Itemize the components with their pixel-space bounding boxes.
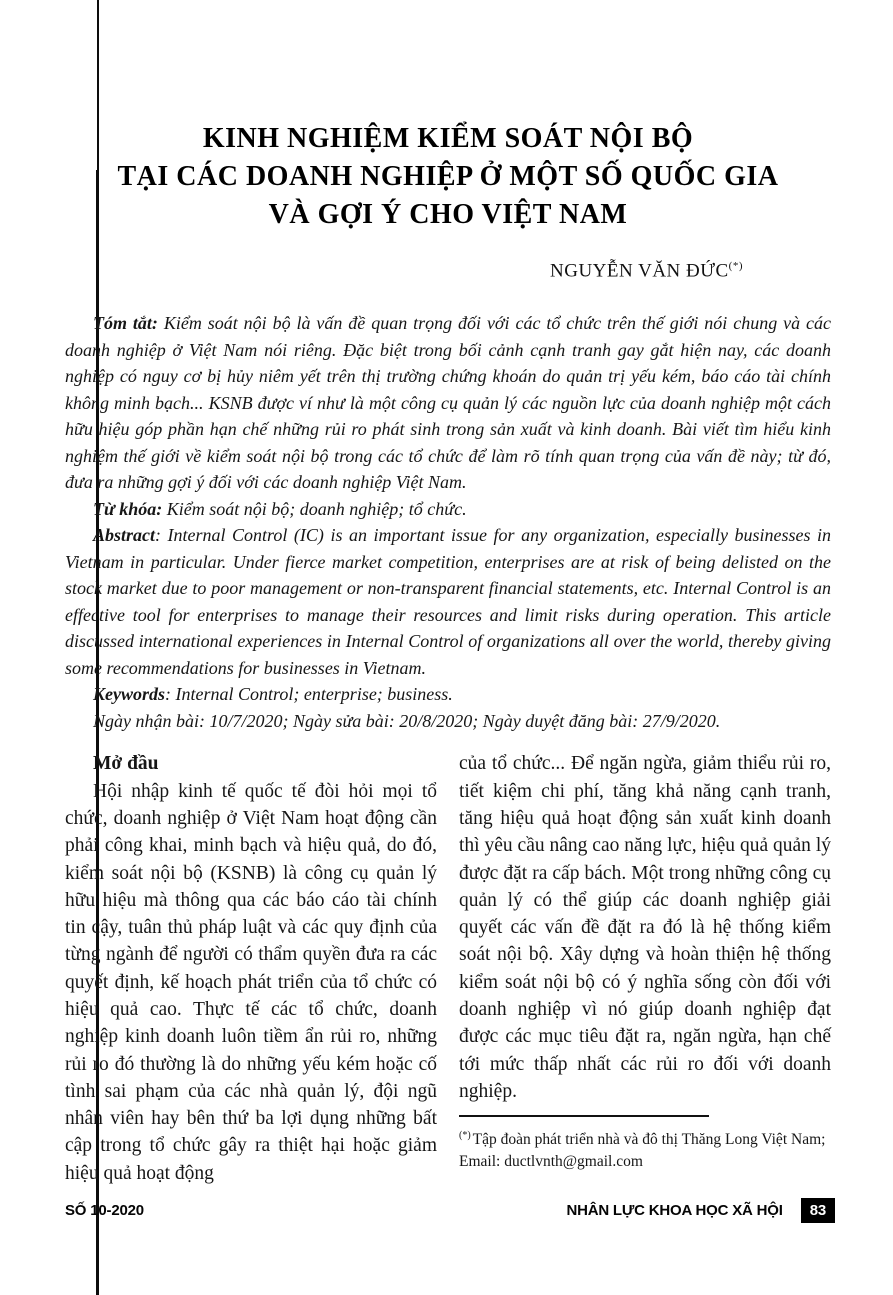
footnote-rule xyxy=(459,1115,709,1117)
footnote-text: Tập đoàn phát triển nhà và đô thị Thăng Long Việt Nam; Email: ductlvnth@gmail.com xyxy=(459,1131,826,1171)
keywords-en-text: : Internal Control; enterprise; business. xyxy=(165,684,453,705)
article-title-line-2: TẠI CÁC DOANH NGHIỆP Ở MỘT SỐ QUỐC GIA xyxy=(117,161,779,192)
author-footnote-marker: (*) xyxy=(728,260,743,272)
section-heading: Mở đầu xyxy=(93,753,159,775)
front-matter xyxy=(65,310,831,734)
abstract-vi-label: Tóm tắt: xyxy=(93,313,158,334)
keywords-vi-label: Từ khóa: xyxy=(93,498,163,519)
footer-right-group xyxy=(566,1198,835,1223)
keywords-vi-text: Kiểm soát nội bộ; doanh nghiệp; tổ chức. xyxy=(166,498,467,519)
page-content xyxy=(65,0,831,1187)
abstract-en-label: Abstract xyxy=(93,525,156,546)
article-title xyxy=(65,120,831,234)
footnote-text-line xyxy=(459,1125,831,1173)
footer-issue: SỐ 10-2020 xyxy=(65,1202,144,1219)
keywords-en-label: Keywords xyxy=(93,684,165,705)
author-line xyxy=(65,260,831,282)
abstract-en-text: : Internal Control (IC) is an important issue for any organization, especially businesses in Vietnam in particular. Under fierce market competition, enterprises are at risk of being delisted on the stock market due to poor management or non-transparent financial statements, etc. Internal Control is an effective tool for enterprises to manage their resources and limit risks during operation. This article discussed international experiences in Internal Control of organizations all over the world, thereby giving some recommendations for businesses in Vietnam. xyxy=(65,525,831,678)
abstract-vi-text: Kiểm soát nội bộ là vấn đề quan trọng đối với các tổ chức trên thế giới nói chung và các doanh nghiệp ở Việt Nam nói riêng. Đặc biệt trong bối cảnh cạnh tranh gay gắt hiện nay, các doanh nghiệp có nguy cơ bị hủy niêm yết trên thị trường chứng khoán do quản trị yếu kém, báo cáo tài chính không minh bạch... KSNB được ví như là một công cụ quản lý các nguồn lực của doanh nghiệp một cách hữu hiệu góp phần hạn chế những rủi ro phát sinh trong sản xuất và kinh doanh. Bài viết tìm hiểu kinh nghiệm thế giới về kiểm soát nội bộ trong các tổ chức để làm rõ tính quan trọng của vấn đề này; từ đó, đưa ra những gợi ý đối với các doanh nghiệp Việt Nam. xyxy=(65,313,831,493)
keywords-en-line xyxy=(65,681,831,708)
footer-journal-name: NHÂN LỰC KHOA HỌC XÃ HỘI xyxy=(566,1202,783,1219)
right-column xyxy=(459,750,831,1187)
article-title-line-3: VÀ GỢI Ý CHO VIỆT NAM xyxy=(268,199,628,230)
abstract-vi-paragraph xyxy=(65,310,831,496)
keywords-vi-line xyxy=(65,496,831,523)
right-column-paragraph: của tổ chức... Để ngăn ngừa, giảm thiểu rủi ro, tiết kiệm chi phí, tăng khả năng cạnh tranh, tăng hiệu quả hoạt động sản xuất kinh doanh thì yêu cầu nâng cao năng lực, hiệu quả quản lý được đặt ra cấp bách. Một trong những công cụ quản lý có thể giúp các doanh nghiệp giải quyết các vấn đề đặt ra đó là hệ thống kiểm soát nội bộ. Xây dựng và hoàn thiện hệ thống kiểm soát nội bộ có ý nghĩa sống còn đối với doanh nghiệp vì nó giúp doanh nghiệp đạt được các mục tiêu đặt ra, ngăn ngừa, hạn chế tới mức thấp nhất các rủi ro đối với doanh nghiệp. xyxy=(459,753,831,1102)
left-column-paragraph: Hội nhập kinh tế quốc tế đòi hỏi mọi tổ chức, doanh nghiệp ở Việt Nam hoạt động cần phải công khai, minh bạch và hiệu quả, do đó, kiểm soát nội bộ (KSNB) là công cụ quản lý hữu hiệu mà thông qua các báo cáo tài chính tin cậy, tuân thủ pháp luật và các quy định của từng ngành để người có thẩm quyền đưa ra các quyết định, kế hoạch phát triển của tổ chức có hiệu quả cao. Thực tế các tổ chức, doanh nghiệp kinh doanh luôn tiềm ẩn rủi ro, những rủi ro đó thường là do những yếu kém hoặc cố tình sai phạm của các nhà quản lý, đội ngũ nhân viên hay bên thứ ba lợi dụng những bất cập trong tổ chức gây ra thiệt hại hoặc giảm hiệu quả hoạt động xyxy=(65,780,437,1184)
footnote-block xyxy=(459,1115,831,1173)
body-columns xyxy=(65,750,831,1187)
article-title-line-1: KINH NGHIỆM KIỂM SOÁT NỘI BỘ xyxy=(202,123,694,154)
author-name: NGUYỄN VĂN ĐỨC xyxy=(550,260,729,282)
footnote-marker: (*) xyxy=(459,1130,471,1142)
page-footer xyxy=(65,1198,835,1223)
article-dates-line: Ngày nhận bài: 10/7/2020; Ngày sửa bài: 20/8/2020; Ngày duyệt đăng bài: 27/9/2020. xyxy=(93,710,721,731)
left-column xyxy=(65,750,437,1187)
abstract-en-paragraph xyxy=(65,522,831,681)
footer-page-number: 83 xyxy=(801,1198,835,1223)
